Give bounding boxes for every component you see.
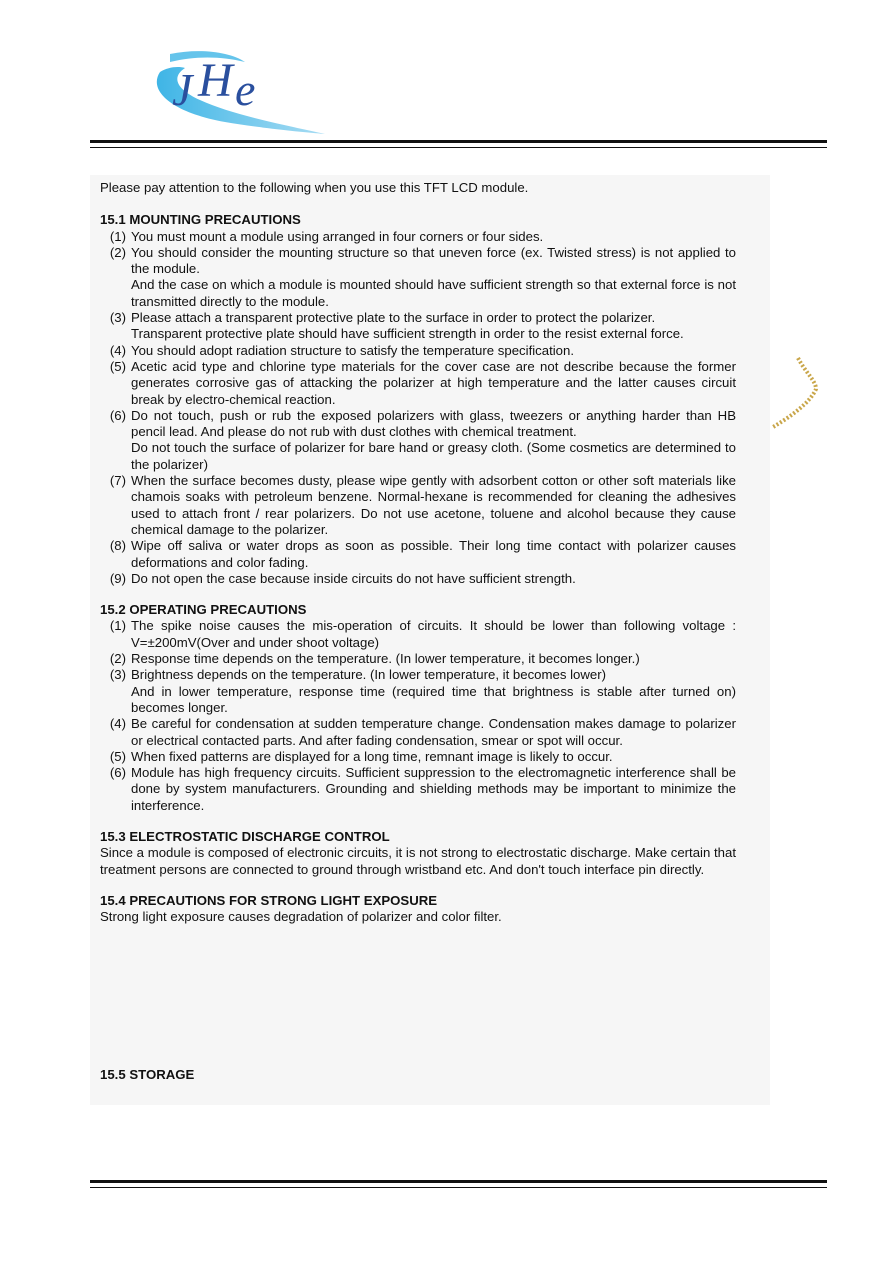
section-title-storage: 15.5 STORAGE [100, 1067, 195, 1082]
list-item [100, 765, 736, 814]
section [100, 893, 736, 926]
item-body [131, 408, 736, 473]
item-text: Response time depends on the temperature. (In lower temperature, it becomes longer.) [131, 651, 640, 667]
item-number: (1) [109, 228, 126, 244]
footer-rule [90, 1180, 827, 1188]
item-number: (6) [109, 407, 126, 423]
item-text: Do not touch the surface of polarizer for bare hand or greasy cloth. (Some cosmetics are determined to the polarizer) [131, 440, 736, 472]
list-item [100, 749, 736, 765]
section-title: 15.1 MOUNTING PRECAUTIONS [100, 212, 301, 228]
list-item [100, 538, 736, 571]
item-number: (7) [109, 473, 126, 489]
item-body [131, 473, 736, 538]
list-item [100, 651, 736, 667]
svg-text:e: e [235, 64, 256, 115]
list-item [100, 359, 736, 408]
item-text: Acetic acid type and chlorine type materials for the cover case are not describe because the former generates corrosive gas of attacking the polarizer at high temperature and the latter causes circuit break by electro-chemical reaction. [131, 358, 736, 407]
item-text: Do not open the case because inside circuits do not have sufficient strength. [131, 570, 576, 586]
item-number: (4) [109, 342, 126, 358]
item-body [131, 667, 736, 716]
item-text: Module has high frequency circuits. Sufficient suppression to the electromagnetic interference shall be done by system manufacturers. Grounding and shielding methods may be important to minimize the interference. [131, 765, 736, 813]
item-number: (3) [109, 310, 126, 326]
item-body [131, 538, 736, 571]
item-text: Do not touch, push or rub the exposed polarizers with glass, tweezers or anything harder than HB pencil lead. And please do not rub with dust clothes with chemical treatment. [131, 407, 736, 440]
section [100, 829, 736, 878]
list-item [100, 618, 736, 651]
item-text: Brightness depends on the temperature. (In lower temperature, it becomes lower) [131, 667, 606, 683]
item-number: (9) [109, 570, 126, 586]
item-body [131, 310, 736, 343]
item-body [131, 571, 736, 587]
item-text: You should consider the mounting structure so that uneven force (ex. Twisted stress) is not applied to the module. [131, 244, 736, 277]
item-text: The spike noise causes the mis-operation of circuits. It should be lower than following voltage : V=±200mV(Over and under shoot voltage) [131, 618, 736, 650]
item-text: And in lower temperature, response time (required time that brightness is stable after turned on) becomes longer. [131, 683, 736, 715]
chevron-decoration-icon [770, 355, 820, 430]
item-body [131, 343, 736, 359]
list-item [100, 571, 736, 587]
header-rule [90, 140, 827, 148]
item-text: When the surface becomes dusty, please wipe gently with adsorbent cotton or other soft materials like chamois soaks with petroleum benzene. Normal-hexane is recommended for cleaning the adhesives used to attach front / rear polarizers. Do not use acetone, toluene and alcohol because they cause chemical damage to the polarizer. [131, 473, 736, 537]
section-text: Strong light exposure causes degradation of polarizer and color filter. [100, 909, 502, 925]
item-number: (2) [109, 651, 126, 667]
svg-text:J: J [172, 64, 193, 115]
section-title: 15.4 PRECAUTIONS FOR STRONG LIGHT EXPOSURE [100, 892, 438, 908]
intro-text: Please pay attention to the following when you use this TFT LCD module. [100, 180, 529, 195]
item-body [131, 359, 736, 408]
item-body [131, 765, 736, 814]
item-body [131, 651, 736, 667]
item-text: When fixed patterns are displayed for a long time, remnant image is likely to occur. [131, 748, 613, 764]
item-body [131, 229, 736, 245]
list-item [100, 245, 736, 310]
item-text: Transparent protective plate should have sufficient strength in order to the resist external force. [131, 326, 684, 342]
list-item [100, 343, 736, 359]
section [100, 212, 736, 587]
list-item [100, 716, 736, 749]
item-number: (1) [109, 618, 126, 634]
item-number: (6) [109, 765, 126, 781]
item-text: Be careful for condensation at sudden temperature change. Condensation makes damage to polarizer or electrical contacted parts. And after fading condensation, smear or spot will occur. [131, 716, 736, 748]
company-logo [140, 40, 340, 140]
item-number: (8) [109, 538, 126, 554]
item-text: You should adopt radiation structure to satisfy the temperature specification. [131, 342, 575, 358]
item-number: (3) [109, 667, 126, 683]
item-number: (5) [109, 358, 126, 374]
section-text: Since a module is composed of electronic circuits, it is not strong to electrostatic discharge. Make certain that treatment persons are connected to ground through wristband etc. And don't touch interface pin directly. [100, 845, 736, 877]
item-number: (2) [109, 244, 126, 260]
item-body [131, 716, 736, 749]
section-title: 15.3 ELECTROSTATIC DISCHARGE CONTROL [100, 828, 390, 844]
item-list [100, 618, 736, 814]
item-body [131, 618, 736, 651]
list-item [100, 310, 736, 343]
item-list [100, 229, 736, 588]
svg-text:H: H [198, 54, 233, 107]
list-item [100, 408, 736, 473]
list-item [100, 229, 736, 245]
section-title: 15.2 OPERATING PRECAUTIONS [100, 602, 307, 618]
section [100, 602, 736, 814]
item-number: (5) [109, 748, 126, 764]
item-text: Wipe off saliva or water drops as soon as possible. Their long time contact with polarizer causes deformations and color fading. [131, 538, 736, 570]
list-item [100, 473, 736, 538]
item-body [131, 245, 736, 310]
item-number: (4) [109, 716, 126, 732]
list-item [100, 667, 736, 716]
document-body [100, 180, 736, 940]
item-body [131, 749, 736, 765]
item-text: Please attach a transparent protective plate to the surface in order to protect the polarizer. [131, 310, 656, 326]
item-text: You must mount a module using arranged in four corners or four sides. [131, 228, 544, 244]
item-text: And the case on which a module is mounted should have sufficient strength so that external force is not transmitted directly to the module. [131, 277, 736, 309]
